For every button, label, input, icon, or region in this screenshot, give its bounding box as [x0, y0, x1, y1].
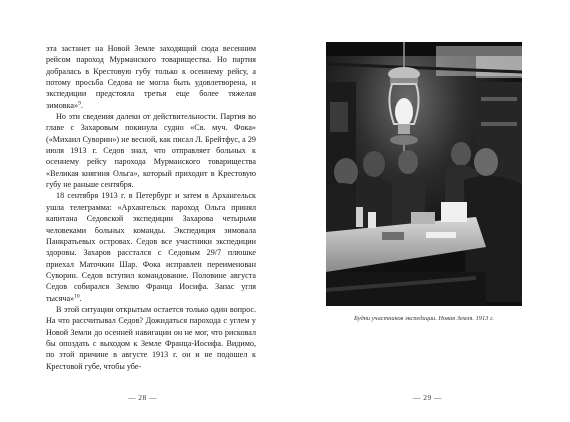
photo-crew-cabin — [326, 42, 522, 306]
page-number: — 29 — — [412, 393, 443, 402]
paragraph: эта застанет на Новой Земле заходящий сюда весенним рейсом пароход Мурманского товарищества. Но партия добралась в Крестовую губу только к осеннему рейсу, а потому просьба Седова не могла быть удовлетворена, и экспедиции предстояла третья еще более тяжелая зимовка»$^9$. — [46, 44, 256, 110]
body-text — [46, 43, 256, 372]
footnote-marker: 10 — [74, 292, 80, 299]
footnote-marker: 9 — [78, 100, 81, 106]
page-number: — 28 — — [127, 393, 158, 402]
paragraph: Но эти сведения далеки от действительности. Партия во главе с Захаровым покинула судно «Св. муч. Фока» («Михаил Суворин») не весной, как писал Л. Брейтфус, а 29 июля 1913 г. Седов знал, что отправляет больных к осеннему рейсу парохода Мурманского товарищества «Великая княгиня Ольга», который приходит в Крестовую губу не раньше сентября. — [46, 112, 256, 190]
right-page — [285, 0, 570, 422]
paragraph: 18 сентября 1913 г. в Петербург и затем в Архангельск ушла телеграмма: «Архангельск пароход Ольга принял капитана Седовской экспедиции Захарова четырьмя человеками больных команды. Экспедиция зимовала Панкратьевых островах. Седов все участники экспедиции здоровы. Захаров расстался с Седовым 29/7 плюшке приехал Маточкин Шар. Фока исправлен переименован Суворин. Седов вступил командование. Половине августа Седов собирался Землю Франца Иосифа. Запас угля тысяча»$^{10}$. — [46, 191, 256, 303]
photo-caption: Будни участников экспедиции. Новая Земля. 1913 г. — [354, 315, 494, 322]
paragraph: В этой ситуации открытым остается только один вопрос. На что рассчитывал Седов? Дожидаться парохода с углем у Новой Земли до осенней навигации он не мог, что рисковал бы опоздать с выходом к Земле Франца-Иосифа. Видимо, по этой причине в августе 1913 г. он и не подошел к Крестовой губе, чтобы убе- — [46, 304, 256, 371]
